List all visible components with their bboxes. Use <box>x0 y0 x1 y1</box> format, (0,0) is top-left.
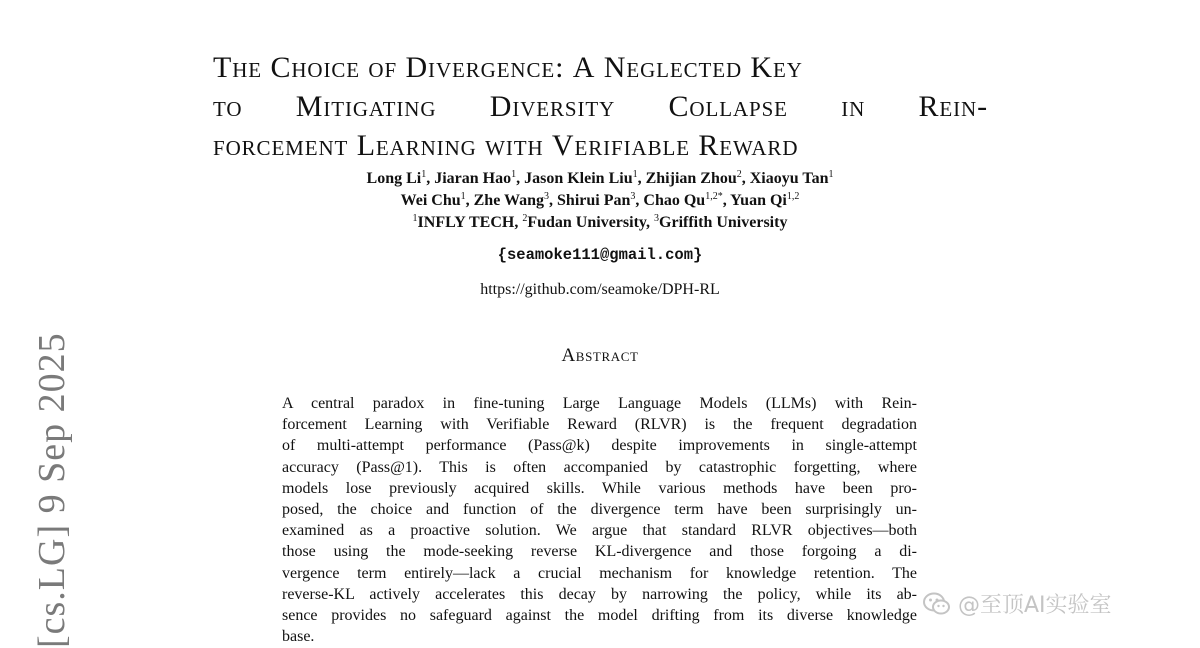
title-line-2 <box>213 87 988 126</box>
title-word-rest: he <box>232 51 271 84</box>
affiliation-separator: , <box>646 214 655 231</box>
author-affiliation-mark: 1 <box>421 169 427 180</box>
wechat-icon <box>922 589 952 619</box>
title-word <box>841 90 918 123</box>
abstract-line: models lose previously acquired skills. While various methods have been pro- <box>282 479 917 497</box>
affiliation <box>413 214 523 231</box>
paper-title <box>213 48 1003 165</box>
author-separator: , <box>635 192 644 209</box>
author-affiliation-mark: 3 <box>630 191 636 202</box>
author-list-line-2 <box>0 192 1200 210</box>
watermark <box>922 588 1112 619</box>
abstract-line: those using the mode-seeking reverse KL-divergence and those forgoing a di- <box>282 543 917 561</box>
title-word <box>698 129 798 162</box>
arxiv-stamp: [cs.LG] 9 Sep 2025 <box>31 332 73 648</box>
title-word-initial: A <box>572 51 596 84</box>
affiliation <box>654 214 787 231</box>
author-affiliation-mark: 1,2 <box>786 191 800 202</box>
author-affiliation-mark: 1 <box>460 191 466 202</box>
author-name: Shirui Pan <box>557 192 631 209</box>
author <box>434 170 524 187</box>
author-name: Zhijian Zhou <box>645 170 737 187</box>
title-word-initial: C <box>270 51 292 84</box>
affiliation-mark: 1 <box>412 213 418 224</box>
author-separator: , <box>426 170 435 187</box>
title-word-rest: hoice of <box>291 51 406 84</box>
title-word-initial: M <box>295 90 324 123</box>
title-word-rest: itigating <box>323 90 490 123</box>
abstract-line: examined as a proactive solution. We argue that standard RLVR objectives—both <box>282 522 917 540</box>
affiliation-name: INFLY TECH <box>417 214 515 231</box>
author-affiliation-mark: 2 <box>736 169 742 180</box>
abstract-line: posed, the choice and function of the divergence term have been surprisingly un- <box>282 501 917 519</box>
title-word-initial: N <box>603 51 627 84</box>
author-name: Yuan Qi <box>730 192 787 209</box>
abstract-line: vergence term entirely—lack a crucial mechanism for knowledge retention. The <box>282 564 917 582</box>
watermark-text: @至顶AI实验室 <box>958 593 1112 618</box>
author-affiliation-mark: 3 <box>544 191 550 202</box>
abstract-line: A central paradox in fine-tuning Large Language Models (LLMs) with Rein- <box>282 395 917 412</box>
title-word-rest: iversity <box>512 90 669 123</box>
title-word-rest: eglected <box>626 51 751 84</box>
title-word <box>490 90 669 123</box>
affiliation-separator: , <box>514 214 523 231</box>
title-word-rest: earning with <box>375 129 552 162</box>
title-line-3 <box>213 126 1003 165</box>
author-separator: , <box>516 170 525 187</box>
abstract-heading <box>0 345 1200 367</box>
title-word-rest: eward <box>719 129 799 162</box>
author-affiliation-mark: 1 <box>632 169 638 180</box>
affiliations <box>0 214 1200 232</box>
title-word-rest: to <box>213 90 296 123</box>
abstract-line: base. <box>282 628 315 646</box>
affiliation-name: Griffith University <box>659 214 788 231</box>
author-name: Long Li <box>366 170 422 187</box>
affiliation-mark: 2 <box>522 213 528 224</box>
title-word-initial: C <box>668 90 690 123</box>
author-name: Zhe Wang <box>473 192 545 209</box>
title-word <box>919 90 989 123</box>
title-word <box>213 129 357 162</box>
affiliation-name: Fudan University <box>527 214 647 231</box>
author <box>401 192 474 209</box>
abstract-line: accuracy (Pass@1). This is often accompanied by catastrophic forgetting, where <box>282 458 917 476</box>
author <box>557 192 643 209</box>
author-name: Jiaran Hao <box>434 170 512 187</box>
contact-email[interactable]: {seamoke111@gmail.com} <box>497 246 703 264</box>
title-word <box>669 90 842 123</box>
title-word-rest: forcement <box>213 129 357 162</box>
title-word-initial: D <box>489 90 513 123</box>
author-name: Xiaoyu Tan <box>749 170 829 187</box>
title-word-rest: ein- <box>939 90 988 123</box>
title-word <box>357 129 552 162</box>
affiliation-mark: 3 <box>654 213 660 224</box>
title-word-initial: V <box>551 129 575 162</box>
title-word <box>213 51 270 84</box>
title-word <box>604 51 751 84</box>
affiliation <box>522 214 654 231</box>
author-name: Jason Klein Liu <box>524 170 633 187</box>
title-word-initial: L <box>356 129 376 162</box>
author <box>367 170 435 187</box>
title-word-initial: K <box>750 51 773 84</box>
title-word-rest: ollapse <box>689 90 842 123</box>
author-list-line-1 <box>0 170 1200 188</box>
title-word-initial: R <box>918 90 940 123</box>
author <box>730 192 799 209</box>
abstract-body <box>282 393 917 647</box>
abstract-line: reverse-KL actively accelerates this decay by narrowing the policy, while its ab- <box>282 585 917 603</box>
title-word-initial: R <box>698 129 720 162</box>
title-word-rest: ivergence: <box>428 51 573 84</box>
github-link[interactable]: https://github.com/seamoke/DPH-RL <box>480 281 720 298</box>
title-word-initial: D <box>405 51 429 84</box>
title-word-rest: ey <box>773 51 803 84</box>
title-word <box>552 129 698 162</box>
abstract-line: forcement Learning with Verifiable Reward (RLVR) is the frequent degradation <box>282 416 917 434</box>
abstract-heading-initial: A <box>561 345 576 366</box>
author-affiliation-mark: 1,2* <box>705 191 723 202</box>
author-separator: , <box>465 192 474 209</box>
author <box>643 192 730 209</box>
author-separator: , <box>549 192 558 209</box>
title-word <box>750 51 802 84</box>
title-word <box>296 90 490 123</box>
author <box>524 170 645 187</box>
author-affiliation-mark: 1 <box>828 169 834 180</box>
author-name: Chao Qu <box>643 192 706 209</box>
title-word-rest: in <box>841 90 919 123</box>
title-word-initial: T <box>213 51 233 84</box>
title-line-1 <box>213 48 1003 87</box>
title-word <box>270 51 405 84</box>
title-word <box>405 51 572 84</box>
title-word <box>213 90 296 123</box>
author-affiliation-mark: 1 <box>511 169 517 180</box>
author-separator: , <box>722 192 731 209</box>
author <box>474 192 557 209</box>
abstract-heading-rest: bstract <box>575 345 639 366</box>
abstract-line: sence provides no safeguard against the model drifting from its diverse knowledge <box>282 607 917 625</box>
title-word-rest: erifiable <box>574 129 699 162</box>
author <box>646 170 750 187</box>
abstract-line: of multi-attempt performance (Pass@k) despite improvements in single-attempt <box>282 437 917 455</box>
author <box>750 170 834 187</box>
title-word <box>573 51 604 84</box>
title-word-rest <box>595 51 603 84</box>
author-name: Wei Chu <box>400 192 461 209</box>
author-separator: , <box>637 170 646 187</box>
author-separator: , <box>741 170 750 187</box>
